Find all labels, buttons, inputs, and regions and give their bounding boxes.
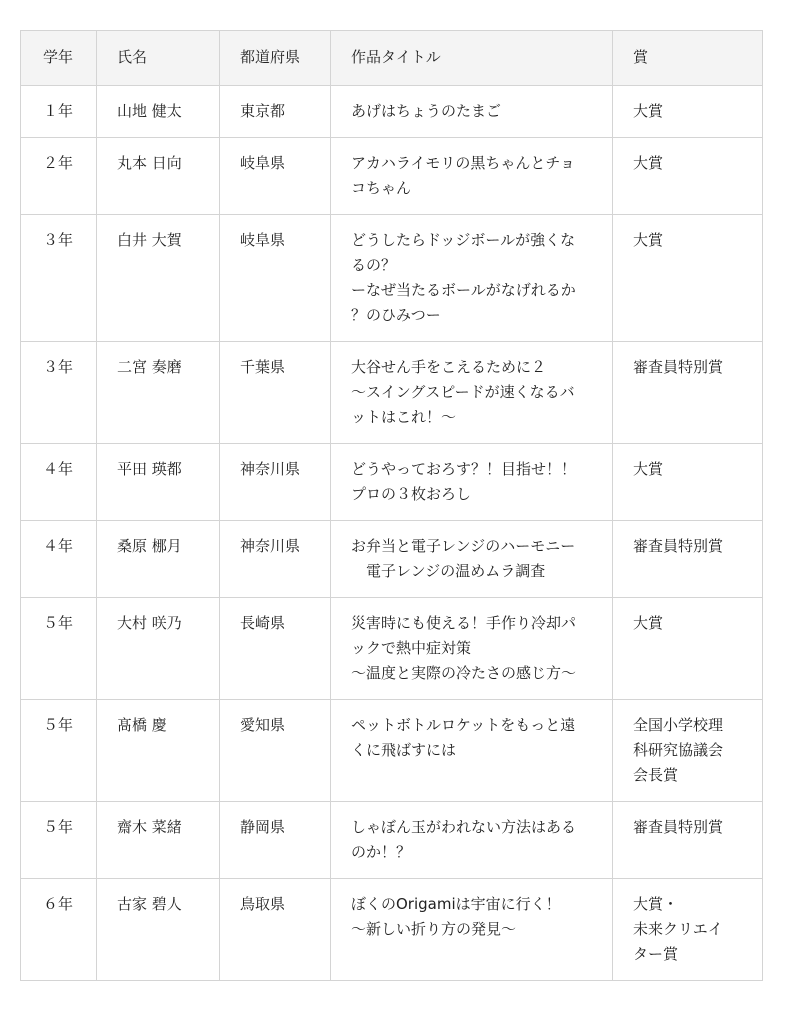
- cell-name: 髙橋 慶: [97, 700, 220, 802]
- cell-prefecture: 岐阜県: [220, 215, 331, 342]
- cell-title-line: 〜温度と実際の冷たさの感じ方〜: [351, 664, 577, 682]
- cell-name: 大村 咲乃: [97, 598, 220, 700]
- cell-title-line: 災害時にも使える！手作り冷却パ: [351, 614, 577, 632]
- cell-title-line: 大谷せん手をこえるために２: [351, 358, 547, 376]
- cell-title: [331, 598, 613, 700]
- table-row: [21, 521, 763, 598]
- cell-title-line: るの？: [351, 256, 397, 274]
- cell-prefecture: 岐阜県: [220, 138, 331, 215]
- cell-grade: ５年: [21, 598, 97, 700]
- cell-grade: ３年: [21, 342, 97, 444]
- cell-grade: ４年: [21, 521, 97, 598]
- header-title: 作品タイトル: [331, 31, 613, 86]
- table-row: [21, 879, 763, 981]
- cell-grade: ２年: [21, 138, 97, 215]
- table-row: [21, 598, 763, 700]
- cell-title-line: あげはちょうのたまご: [351, 102, 502, 120]
- table-row: [21, 342, 763, 444]
- cell-title-line: ペットボトルロケットをもっと遠: [351, 716, 576, 734]
- cell-award: [613, 86, 763, 138]
- cell-title: [331, 444, 613, 521]
- header-prefecture: 都道府県: [220, 31, 331, 86]
- cell-award-line: 大賞: [633, 460, 664, 478]
- cell-name: 平田 瑛都: [97, 444, 220, 521]
- cell-prefecture: 東京都: [220, 86, 331, 138]
- cell-title-line: コちゃん: [351, 179, 412, 197]
- table-row: [21, 444, 763, 521]
- cell-award: [613, 802, 763, 879]
- cell-name: 齋木 菜緒: [97, 802, 220, 879]
- header-grade: 学年: [21, 31, 97, 86]
- cell-award-line: 大賞・: [633, 895, 679, 913]
- cell-grade: ６年: [21, 879, 97, 981]
- cell-title-line: のか！？: [351, 843, 412, 861]
- cell-title-line: お弁当と電子レンジのハーモニー: [351, 537, 576, 555]
- table-row: [21, 138, 763, 215]
- cell-award: [613, 444, 763, 521]
- cell-title-line: プロの３枚おろし: [351, 485, 472, 503]
- cell-award-line: 大賞: [633, 231, 664, 249]
- cell-award: [613, 700, 763, 802]
- cell-award: [613, 138, 763, 215]
- cell-title-line: ？のひみつー: [351, 306, 441, 324]
- cell-title: [331, 86, 613, 138]
- cell-prefecture: 鳥取県: [220, 879, 331, 981]
- cell-title: [331, 802, 613, 879]
- table-row: [21, 86, 763, 138]
- cell-prefecture: 神奈川県: [220, 521, 331, 598]
- cell-title-line: くに飛ばすには: [351, 741, 457, 759]
- header-name: 氏名: [97, 31, 220, 86]
- cell-title-line: ットはこれ！〜: [351, 408, 457, 426]
- cell-title: [331, 879, 613, 981]
- cell-award: [613, 342, 763, 444]
- cell-title-line: どうやっておろす？！目指せ！！: [351, 460, 577, 478]
- cell-prefecture: 愛知県: [220, 700, 331, 802]
- header-award: 賞: [613, 31, 763, 86]
- table-header-row: [21, 31, 763, 86]
- cell-award: [613, 598, 763, 700]
- cell-grade: ３年: [21, 215, 97, 342]
- cell-title-line: しゃぼん玉がわれない方法はある: [351, 818, 577, 836]
- cell-award-line: 審査員特別賞: [633, 358, 724, 376]
- cell-award-line: 科研究協議会: [633, 741, 724, 759]
- cell-title-line: どうしたらドッジボールが強くな: [351, 231, 576, 249]
- cell-title-line: ーなぜ当たるボールがなげれるか: [351, 281, 576, 299]
- cell-grade: ４年: [21, 444, 97, 521]
- cell-title: [331, 342, 613, 444]
- cell-title: [331, 700, 613, 802]
- cell-prefecture: 神奈川県: [220, 444, 331, 521]
- table-row: [21, 700, 763, 802]
- cell-award-line: 大賞: [633, 614, 664, 632]
- cell-title-line: 〜新しい折り方の発見〜: [351, 920, 517, 938]
- cell-title: [331, 138, 613, 215]
- cell-name: 古家 碧人: [97, 879, 220, 981]
- cell-title: [331, 521, 613, 598]
- cell-award: [613, 215, 763, 342]
- table-row: [21, 215, 763, 342]
- cell-award-line: ター賞: [633, 945, 679, 963]
- cell-award-line: 大賞: [633, 102, 664, 120]
- cell-award-line: 大賞: [633, 154, 664, 172]
- cell-title-line: ックで熱中症対策: [351, 639, 472, 657]
- table-row: [21, 802, 763, 879]
- cell-award: [613, 879, 763, 981]
- cell-prefecture: 長崎県: [220, 598, 331, 700]
- cell-title-line: ぼくのOrigamiは宇宙に行く！: [351, 895, 561, 913]
- cell-name: 二宮 奏磨: [97, 342, 220, 444]
- cell-title-line: 電子レンジの温めムラ調査: [351, 562, 546, 580]
- cell-award-line: 会長賞: [633, 766, 679, 784]
- awards-table: [20, 30, 763, 981]
- cell-award-line: 審査員特別賞: [633, 818, 724, 836]
- cell-name: 白井 大賀: [97, 215, 220, 342]
- cell-award-line: 全国小学校理: [633, 716, 724, 734]
- cell-title-line: 〜スイングスピードが速くなるバ: [351, 383, 575, 401]
- cell-prefecture: 静岡県: [220, 802, 331, 879]
- cell-prefecture: 千葉県: [220, 342, 331, 444]
- cell-name: 丸本 日向: [97, 138, 220, 215]
- cell-title: [331, 215, 613, 342]
- cell-award: [613, 521, 763, 598]
- cell-grade: ５年: [21, 802, 97, 879]
- cell-name: 桑原 梛月: [97, 521, 220, 598]
- cell-grade: １年: [21, 86, 97, 138]
- cell-grade: ５年: [21, 700, 97, 802]
- cell-award-line: 審査員特別賞: [633, 537, 724, 555]
- cell-award-line: 未来クリエイ: [633, 920, 723, 938]
- cell-title-line: アカハライモリの黒ちゃんとチョ: [351, 154, 575, 172]
- cell-name: 山地 健太: [97, 86, 220, 138]
